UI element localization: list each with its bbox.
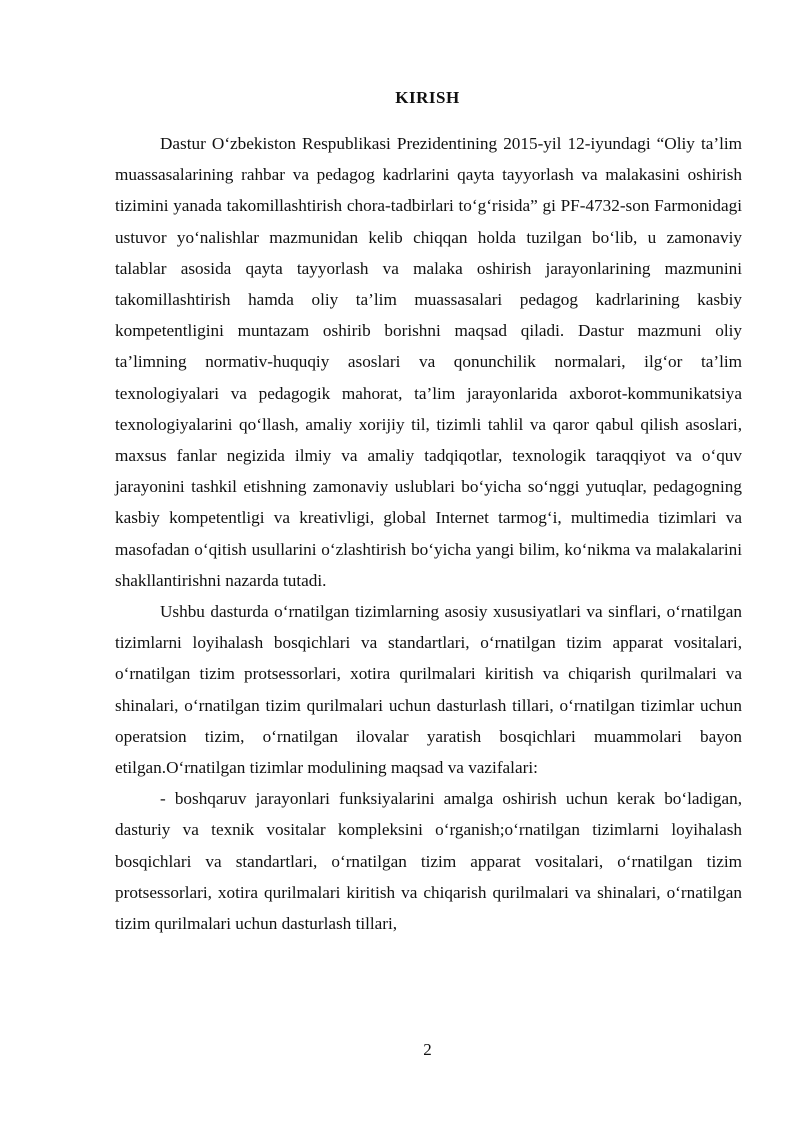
document-body [115, 128, 742, 939]
page-heading: KIRISH [395, 88, 460, 107]
paragraph-intro: Dastur O‘zbekiston Respublikasi Prezidentining 2015-yil 12-iyundagi “Oliy ta’lim muassasalarining rahbar va pedagog kadrlarini qayta tayyorlash va malakasini oshirish tizimini yanada takomillashtirish chora-tadbirlari to‘g‘risida” gi PF-4732-son Farmonidagi ustuvor yo‘nalishlar mazmunidan kelib chiqqan holda tuzilgan bo‘lib, u zamonaviy talablar asosida qayta tayyorlash va malaka oshirish jarayonlarining mazmunini takomillashtirish hamda oliy ta’lim muassasalari pedagog kadrlarining kasbiy kompetentligini muntazam oshirib borishni maqsad qiladi. Dastur mazmuni oliy ta’limning normativ-huquqiy asoslari va qonunchilik normalari, ilg‘or ta’lim texnologiyalari va pedagogik mahorat, ta’lim jarayonlarida axborot-kommunikatsiya texnologiyalarini qo‘llash, amaliy xorijiy til, tizimli tahlil va qaror qabul qilish asoslari, maxsus fanlar negizida ilmiy va amaliy tadqiqotlar, texnologik taraqqiyot va o‘quv jarayonini tashkil etishning zamonaviy uslublari bo‘yicha so‘nggi yutuqlar, pedagogning kasbiy kompetentligi va kreativligi, global Internet tarmog‘i, multimedia tizimlari va masofadan o‘qitish usullarini o‘zlashtirish bo‘yicha yangi bilim, ko‘nikma va malakalarini shakllantirishni nazarda tutadi. [115, 134, 742, 590]
page-number: 2 [423, 1040, 432, 1059]
paragraph-program-description: Ushbu dasturda o‘rnatilgan tizimlarning asosiy xususiyatlari va sinflari, o‘rnatilgan tizimlarni loyihalash bosqichlari va standartlari, o‘rnatilgan tizim apparat vositalari, o‘rnatilgan tizim protsessorlari, xotira qurilmalari kiritish va chiqarish qurilmalari va shinalari, o‘rnatilgan tizim qurilmalari uchun dasturlash tillari, o‘rnatilgan tizimlar uchun operatsion tizim, o‘rnatilgan ilovalar yaratish bosqichlari muammolari bayon etilgan.O‘rnatilgan tizimlar modulining maqsad va vazifalari: [115, 602, 742, 778]
paragraph-objective-item: - boshqaruv jarayonlari funksiyalarini amalga oshirish uchun kerak bo‘ladigan, dasturiy va texnik vositalar kompleksini o‘rganish;o‘rnatilgan tizimlarni loyihalash bosqichlari va standartlari, o‘rnatilgan tizim apparat vositalari, o‘rnatilgan tizim protsessorlari, xotira qurilmalari kiritish va chiqarish qurilmalari va shinalari, o‘rnatilgan tizim qurilmalari uchun dasturlash tillari, [115, 789, 742, 934]
